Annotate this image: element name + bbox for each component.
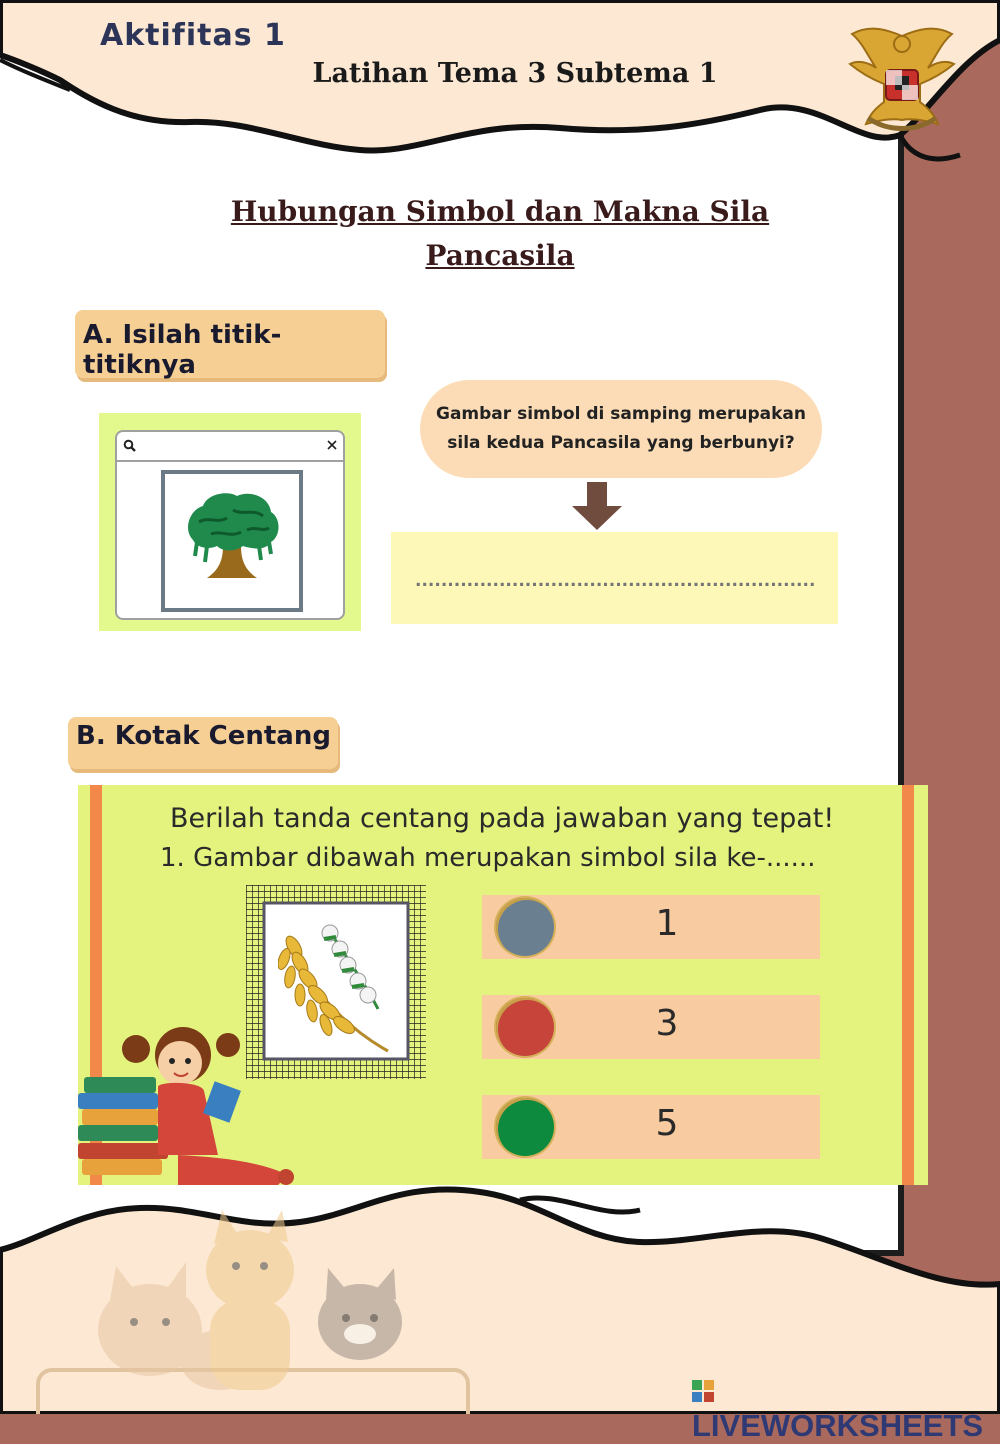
- option-1-radio[interactable]: [496, 898, 554, 956]
- page-title-line-2: Pancasila: [425, 239, 575, 272]
- page-title: [200, 190, 800, 278]
- banyan-tree-icon: [183, 490, 281, 584]
- checkbox-quiz-panel: [78, 785, 928, 1185]
- question-line-2: sila kedua Pancasila yang berbunyi?: [447, 433, 795, 453]
- answer-input[interactable]: [413, 568, 817, 594]
- option-1-label: 1: [655, 903, 679, 944]
- page-title-line-1: Hubungan Simbol dan Makna Sila: [230, 195, 770, 228]
- section-a-heading: [75, 310, 385, 378]
- section-b-heading: [68, 717, 338, 769]
- garuda-emblem-icon: [848, 22, 956, 134]
- liveworksheets-logo-icon: [692, 1380, 714, 1402]
- question-line-1: Gambar simbol di samping merupakan: [436, 404, 806, 424]
- quiz-question: 1. Gambar dibawah merupakan simbol sila ke-......: [160, 843, 816, 873]
- arrow-down-icon: [572, 482, 622, 532]
- search-icon: [123, 439, 137, 453]
- browser-window-frame: [115, 430, 345, 620]
- symbol-frame: [161, 470, 303, 612]
- girl-reading-illustration: [78, 1025, 298, 1185]
- option-3-label: 3: [655, 1003, 679, 1044]
- option-1-button[interactable]: [482, 895, 820, 959]
- cat-2-icon: [206, 1210, 294, 1390]
- option-5-label: 5: [655, 1103, 679, 1144]
- option-5-button[interactable]: [482, 1095, 820, 1159]
- browser-toolbar: [117, 432, 343, 462]
- brand-name: LIVEWORKSHEETS: [692, 1408, 984, 1443]
- quiz-right-stripe: [902, 785, 914, 1185]
- cats-decoration: [90, 1210, 420, 1400]
- close-icon: [327, 440, 337, 450]
- brand-logo: [692, 1372, 1000, 1444]
- sheet-title: Latihan Tema 3 Subtema 1: [312, 58, 718, 89]
- section-b-heading-text: B. Kotak Centang: [76, 721, 331, 751]
- option-5-radio[interactable]: [496, 1098, 554, 1156]
- option-3-button[interactable]: [482, 995, 820, 1059]
- activity-label: Aktifitas 1: [100, 18, 286, 53]
- books-stack-icon: [78, 1077, 168, 1175]
- answer-box: [391, 532, 838, 624]
- option-3-radio[interactable]: [496, 998, 554, 1056]
- section-a-heading-text: A. Isilah titik-titiknya: [83, 320, 282, 380]
- quiz-instruction: Berilah tanda centang pada jawaban yang tepat!: [170, 803, 835, 834]
- question-bubble: [420, 380, 822, 478]
- cat-3-icon: [318, 1268, 402, 1360]
